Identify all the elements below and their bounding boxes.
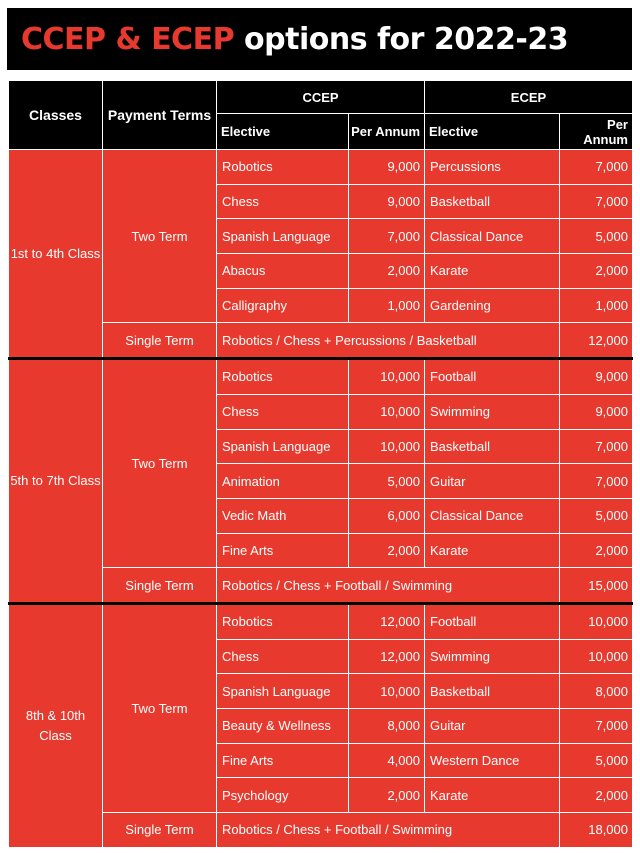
ccep-elective: Vedic Math [217,498,349,533]
ecep-elective: Basketball [425,184,560,219]
ecep-fee: 5,000 [560,219,633,254]
ccep-elective: Chess [217,184,349,219]
ecep-fee: 10,000 [560,603,633,639]
ecep-elective: Swimming [425,394,560,429]
ecep-elective: Percussions [425,150,560,185]
ecep-elective: Karate [425,533,560,568]
ccep-fee: 2,000 [349,254,425,289]
ccep-elective: Spanish Language [217,219,349,254]
ecep-fee: 9,000 [560,394,633,429]
options-table [8,80,633,848]
ecep-fee: 7,000 [560,184,633,219]
single-term-row [9,323,633,359]
ccep-elective: Robotics [217,359,349,395]
ecep-fee: 8,000 [560,674,633,709]
ccep-fee: 7,000 [349,219,425,254]
ccep-fee: 2,000 [349,778,425,813]
header-payment-terms: Payment Terms [103,81,217,150]
payment-term-single: Single Term [103,323,217,359]
ecep-elective: Classical Dance [425,498,560,533]
ccep-elective: Beauty & Wellness [217,709,349,744]
header-ccep-elective: Elective [217,114,349,150]
page-title [21,22,568,57]
ecep-fee: 7,000 [560,464,633,499]
ccep-fee: 10,000 [349,394,425,429]
ecep-elective: Karate [425,778,560,813]
header-ecep: ECEP [425,81,633,114]
ecep-fee: 7,000 [560,709,633,744]
header-ecep-elective: Elective [425,114,560,150]
table-row [9,150,633,185]
ecep-fee: 7,000 [560,429,633,464]
ccep-fee: 6,000 [349,498,425,533]
ecep-elective: Swimming [425,639,560,674]
ccep-elective: Spanish Language [217,429,349,464]
ccep-elective: Spanish Language [217,674,349,709]
ecep-elective: Guitar [425,709,560,744]
table-row [9,603,633,639]
ccep-elective: Robotics [217,603,349,639]
title-bar [7,8,632,70]
ccep-elective: Chess [217,394,349,429]
ecep-fee: 9,000 [560,359,633,395]
single-term-combo: Robotics / Chess + Football / Swimming [217,813,560,848]
single-term-fee: 18,000 [560,813,633,848]
ecep-fee: 2,000 [560,533,633,568]
ccep-elective: Fine Arts [217,533,349,568]
ccep-elective: Abacus [217,254,349,289]
ecep-elective: Football [425,603,560,639]
single-term-combo: Robotics / Chess + Percussions / Basketball [217,323,560,359]
ccep-fee: 5,000 [349,464,425,499]
ecep-fee: 5,000 [560,743,633,778]
header-ecep-per-annum: Per Annum [560,114,633,150]
ccep-fee: 12,000 [349,603,425,639]
single-term-combo: Robotics / Chess + Football / Swimming [217,568,560,604]
payment-term-two: Two Term [103,359,217,568]
ccep-elective: Fine Arts [217,743,349,778]
ccep-fee: 12,000 [349,639,425,674]
single-term-fee: 15,000 [560,568,633,604]
ccep-fee: 10,000 [349,429,425,464]
ecep-fee: 5,000 [560,498,633,533]
ecep-elective: Gardening [425,288,560,323]
single-term-row [9,813,633,848]
ecep-fee: 7,000 [560,150,633,185]
ccep-fee: 4,000 [349,743,425,778]
ccep-fee: 9,000 [349,184,425,219]
table-row [9,359,633,395]
class-group-label: 8th & 10th Class [9,603,103,847]
class-group-label: 5th to 7th Class [9,359,103,604]
ecep-elective: Guitar [425,464,560,499]
ecep-elective: Basketball [425,429,560,464]
ccep-elective: Calligraphy [217,288,349,323]
ecep-elective: Western Dance [425,743,560,778]
ccep-fee: 9,000 [349,150,425,185]
ccep-fee: 8,000 [349,709,425,744]
single-term-row [9,568,633,604]
header-classes: Classes [9,81,103,150]
ccep-fee: 10,000 [349,674,425,709]
ecep-fee: 10,000 [560,639,633,674]
payment-term-single: Single Term [103,813,217,848]
ecep-fee: 2,000 [560,778,633,813]
ecep-fee: 2,000 [560,254,633,289]
payment-term-two: Two Term [103,603,217,812]
class-group-label: 1st to 4th Class [9,150,103,359]
title-accent: CCEP & ECEP [21,21,235,57]
ccep-elective: Psychology [217,778,349,813]
payment-term-two: Two Term [103,150,217,323]
ccep-elective: Robotics [217,150,349,185]
ccep-fee: 2,000 [349,533,425,568]
header-ccep: CCEP [217,81,425,114]
ccep-fee: 1,000 [349,288,425,323]
header-ccep-per-annum: Per Annum [349,114,425,150]
title-rest: options for 2022-23 [244,21,569,57]
ccep-elective: Chess [217,639,349,674]
single-term-fee: 12,000 [560,323,633,359]
ecep-elective: Football [425,359,560,395]
ecep-elective: Basketball [425,674,560,709]
ecep-fee: 1,000 [560,288,633,323]
ecep-elective: Karate [425,254,560,289]
ccep-fee: 10,000 [349,359,425,395]
ccep-elective: Animation [217,464,349,499]
payment-term-single: Single Term [103,568,217,604]
ecep-elective: Classical Dance [425,219,560,254]
